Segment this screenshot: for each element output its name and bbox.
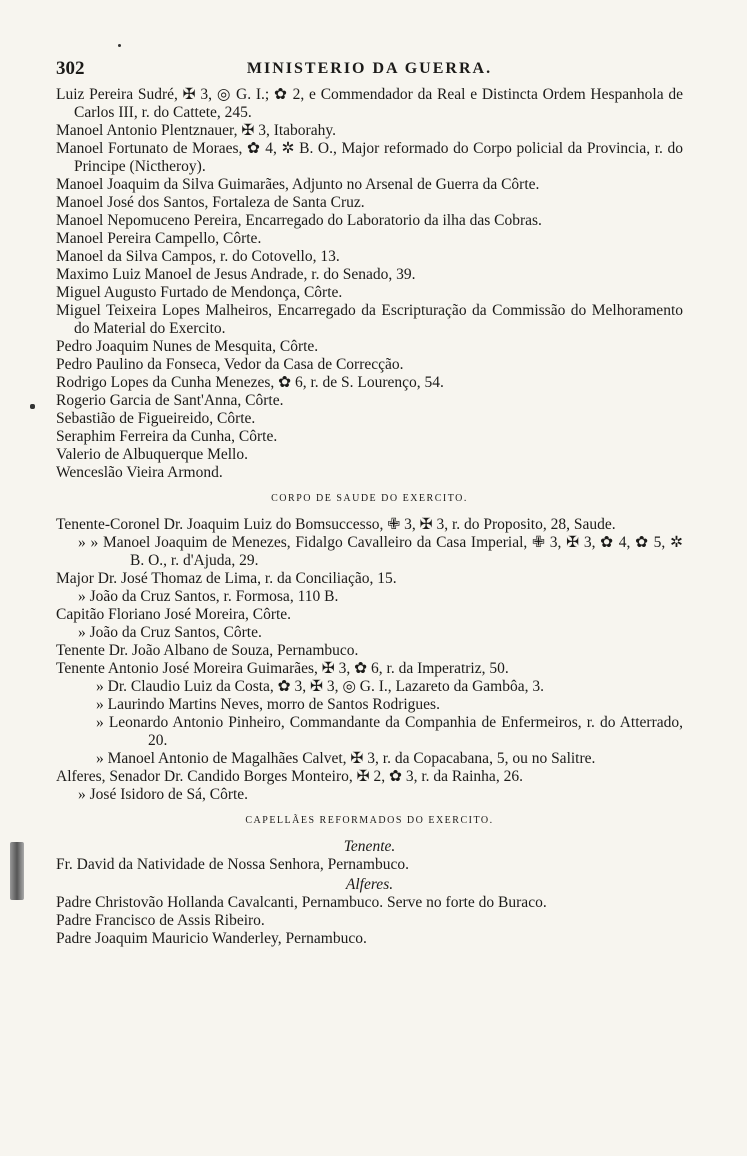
list-item: Pedro Joaquim Nunes de Mesquita, Côrte. [56, 338, 319, 355]
binding-mark [10, 842, 24, 900]
list-item: » João da Cruz Santos, r. Formosa, 110 B. [78, 588, 339, 605]
list-item: Tenente-Coronel Dr. Joaquim Luiz do Bomsuccesso, ✙ 3, ✠ 3, r. do Proposito, 28, Saude. [56, 516, 616, 533]
list-item: » Dr. Claudio Luiz da Costa, ✿ 3, ✠ 3, ◎ G. I., Lazareto da Gambôa, 3. [96, 678, 544, 695]
ink-speck [118, 44, 121, 47]
page-header [56, 58, 683, 82]
list-item: » Laurindo Martins Neves, morro de Santos Rodrigues. [96, 696, 440, 713]
page-body [56, 86, 683, 948]
list-item: Manoel Pereira Campello, Côrte. [56, 230, 262, 247]
list-item: Capitão Floriano José Moreira, Côrte. [56, 606, 292, 623]
running-title: MINISTERIO DA GUERRA. [246, 60, 493, 77]
list-item: Tenente Dr. João Albano de Souza, Pernambuco. [56, 642, 359, 659]
list-item: Miguel Augusto Furtado de Mendonça, Côrte. [56, 284, 343, 301]
list-item: Tenente Antonio José Moreira Guimarães, ✠ 3, ✿ 6, r. da Imperatriz, 50. [56, 660, 509, 677]
list-item: Luiz Pereira Sudré, ✠ 3, ◎ G. I.; ✿ 2, e Commendador da Real e Distincta Ordem Hespanhola de Carlos III, r. do Cattete, 245. [56, 86, 683, 121]
list-item: Manoel Fortunato de Moraes, ✿ 4, ✲ B. O., Major reformado do Corpo policial da Provincia, r. do Principe (Nictheroy). [56, 140, 683, 175]
list-item: Major Dr. José Thomaz de Lima, r. da Conciliação, 15. [56, 570, 397, 587]
list-item: Manoel Nepomuceno Pereira, Encarregado do Laboratorio da ilha das Cobras. [56, 212, 542, 229]
list-item: Fr. David da Natividade de Nossa Senhora, Pernambuco. [56, 856, 409, 873]
list-item: » João da Cruz Santos, Côrte. [78, 624, 262, 641]
list-item: Manoel da Silva Campos, r. do Cotovello, 13. [56, 248, 340, 265]
list-item: Padre Francisco de Assis Ribeiro. [56, 912, 265, 929]
list-item: Rogerio Garcia de Sant'Anna, Côrte. [56, 392, 284, 409]
section-title-saude: CORPO DE SAUDE DO EXERCITO. [271, 493, 468, 504]
list-item: Rodrigo Lopes da Cunha Menezes, ✿ 6, r. de S. Lourenço, 54. [56, 374, 444, 391]
ink-mark [30, 404, 35, 409]
subsection-alferes: Alferes. [345, 876, 394, 893]
list-item: Valerio de Albuquerque Mello. [56, 446, 248, 463]
list-item: Miguel Teixeira Lopes Malheiros, Encarregado da Escripturação da Commissão do Melhoramento do Material do Exercito. [56, 302, 683, 337]
entries-top [56, 86, 683, 482]
list-item: » Manoel Antonio de Magalhães Calvet, ✠ 3, r. da Copacabana, 5, ou no Salitre. [96, 750, 596, 767]
list-item: Pedro Paulino da Fonseca, Vedor da Casa de Correcção. [56, 356, 404, 373]
entries-saude [56, 516, 683, 804]
subsection-tenente: Tenente. [343, 838, 396, 855]
list-item: Seraphim Ferreira da Cunha, Côrte. [56, 428, 278, 445]
list-item: Alferes, Senador Dr. Candido Borges Monteiro, ✠ 2, ✿ 3, r. da Rainha, 26. [56, 768, 523, 785]
list-item: Padre Joaquim Mauricio Wanderley, Pernambuco. [56, 930, 367, 947]
list-item: » Leonardo Antonio Pinheiro, Commandante da Companhia de Enfermeiros, r. do Atterrado, 20. [96, 714, 683, 749]
list-item: » » Manoel Joaquim de Menezes, Fidalgo Cavalleiro da Casa Imperial, ✙ 3, ✠ 3, ✿ 4, ✿ 5, ✲ B. O., r. d'Ajuda, 29. [78, 534, 683, 569]
list-item: Wenceslão Vieira Armond. [56, 464, 223, 481]
list-item: Padre Christovão Hollanda Cavalcanti, Pernambuco. Serve no forte do Buraco. [56, 894, 547, 911]
list-item: Manoel Antonio Plentznauer, ✠ 3, Itaborahy. [56, 122, 336, 139]
list-item: Manoel Joaquim da Silva Guimarães, Adjunto no Arsenal de Guerra da Côrte. [56, 176, 540, 193]
list-item: » José Isidoro de Sá, Côrte. [78, 786, 249, 803]
page-number: 302 [56, 58, 85, 79]
section-title-capellaes: CAPELLÃES REFORMADOS DO EXERCITO. [245, 815, 494, 826]
list-item: Maximo Luiz Manoel de Jesus Andrade, r. do Senado, 39. [56, 266, 416, 283]
list-item: Sebastião de Figueireido, Côrte. [56, 410, 256, 427]
list-item: Manoel José dos Santos, Fortaleza de Santa Cruz. [56, 194, 365, 211]
